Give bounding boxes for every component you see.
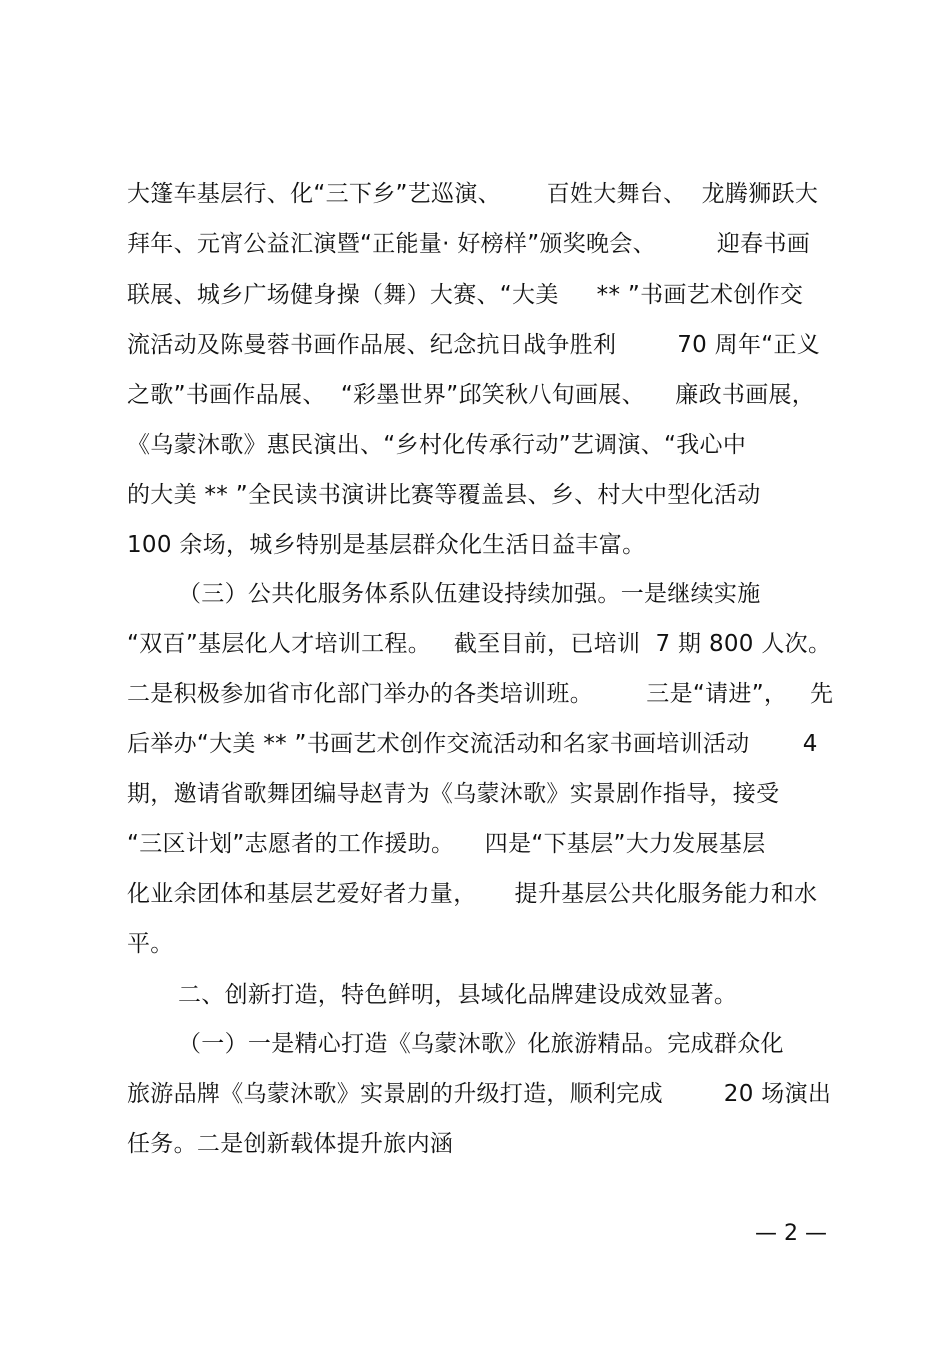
text-line: 拜年、元宵公益汇演暨“正能量· 好榜样”颁奖晚会、 迎春书画 xyxy=(127,231,811,257)
text-line: 化业余团体和基层艺爱好者力量， 提升基层公共化服务能力和水 xyxy=(127,881,818,907)
text-line: 流活动及陈曼蓉书画作品展、纪念抗日战争胜利 70 周年“正义 xyxy=(127,332,821,358)
text-line: 大篷车基层行、化“三下乡”艺巡演、 百姓大舞台、 龙腾狮跃大 xyxy=(127,181,819,207)
text-line: 平。 xyxy=(127,931,174,957)
text-line: 任务。二是创新载体提升旅内涵 xyxy=(127,1131,454,1157)
text-line: 期，邀请省歌舞团编导赵青为《乌蒙沐歌》实景剧作指导，接受 xyxy=(127,781,780,807)
text-line: 的大美 ** ”全民读书演讲比赛等覆盖县、乡、村大中型化活动 xyxy=(127,482,761,508)
text-line: 联展、城乡广场健身操（舞）大赛、“大美 ** ”书画艺术创作交 xyxy=(127,282,804,308)
text-line: “双百”基层化人才培训工程。 截至目前，已培训 7 期 800 人次。 xyxy=(127,631,832,657)
text-line: 100 余场，城乡特别是基层群众化生活日益丰富。 xyxy=(127,532,646,558)
page-number: — 2 — xyxy=(755,1221,827,1246)
text-line: 之歌”书画作品展、 “彩墨世界”邱笑秋八旬画展、 廉政书画展， xyxy=(127,382,816,408)
text-line: 后举办“大美 ** ”书画艺术创作交流活动和名家书画培训活动 4 xyxy=(127,731,818,757)
text-line: 《乌蒙沐歌》惠民演出、“乡村化传承行动”艺调演、“我心中 xyxy=(127,432,747,458)
subsection-heading: （一）一是精心打造《乌蒙沐歌》化旅游精品。完成群众化 xyxy=(178,1031,784,1057)
text-line: 二是积极参加省市化部门举办的各类培训班。 三是“请进”， 先 xyxy=(127,681,834,707)
section-heading: 二、创新打造，特色鲜明，县域化品牌建设成效显著。 xyxy=(178,982,738,1008)
section-heading: （三）公共化服务体系队伍建设持续加强。一是继续实施 xyxy=(178,581,761,607)
text-line: 旅游品牌《乌蒙沐歌》实景剧的升级打造，顺利完成 20 场演出 xyxy=(127,1081,832,1107)
text-line: “三区计划”志愿者的工作援助。 四是“下基层”大力发展基层 xyxy=(127,831,766,857)
